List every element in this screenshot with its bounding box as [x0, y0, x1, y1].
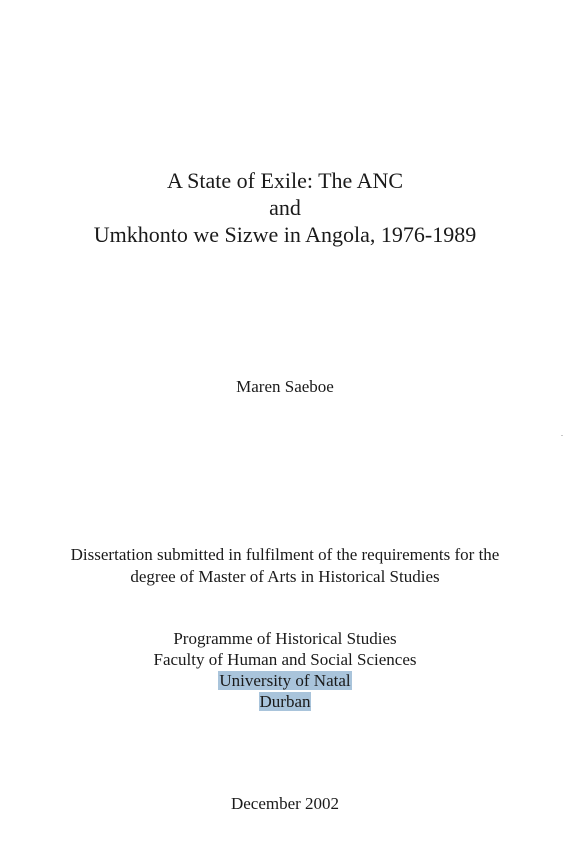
author-text: Maren Saeboe [236, 377, 334, 396]
date-text: December 2002 [230, 794, 340, 813]
submission-date [0, 793, 570, 815]
faculty-text: Faculty of Human and Social Sciences [153, 650, 417, 669]
university-line [0, 670, 570, 691]
thesis-title [0, 167, 570, 248]
city-text-highlighted[interactable]: Durban [259, 692, 311, 711]
title-line-3: Umkhonto we Sizwe in Angola, 1976-1989 [93, 222, 477, 247]
dissertation-line-1: Dissertation submitted in fulfilment of the requirements for the [70, 545, 500, 564]
university-text-highlighted[interactable]: University of Natal [219, 671, 351, 690]
title-line-1: A State of Exile: The ANC [166, 168, 404, 193]
city-line [0, 691, 570, 712]
affiliation-block [0, 628, 570, 712]
dissertation-line-2: degree of Master of Arts in Historical Studies [130, 567, 440, 586]
dissertation-statement [0, 544, 570, 588]
author-name [0, 376, 570, 398]
scan-speck [561, 435, 563, 436]
title-line-2: and [269, 195, 301, 220]
programme-text: Programme of Historical Studies [173, 629, 397, 648]
